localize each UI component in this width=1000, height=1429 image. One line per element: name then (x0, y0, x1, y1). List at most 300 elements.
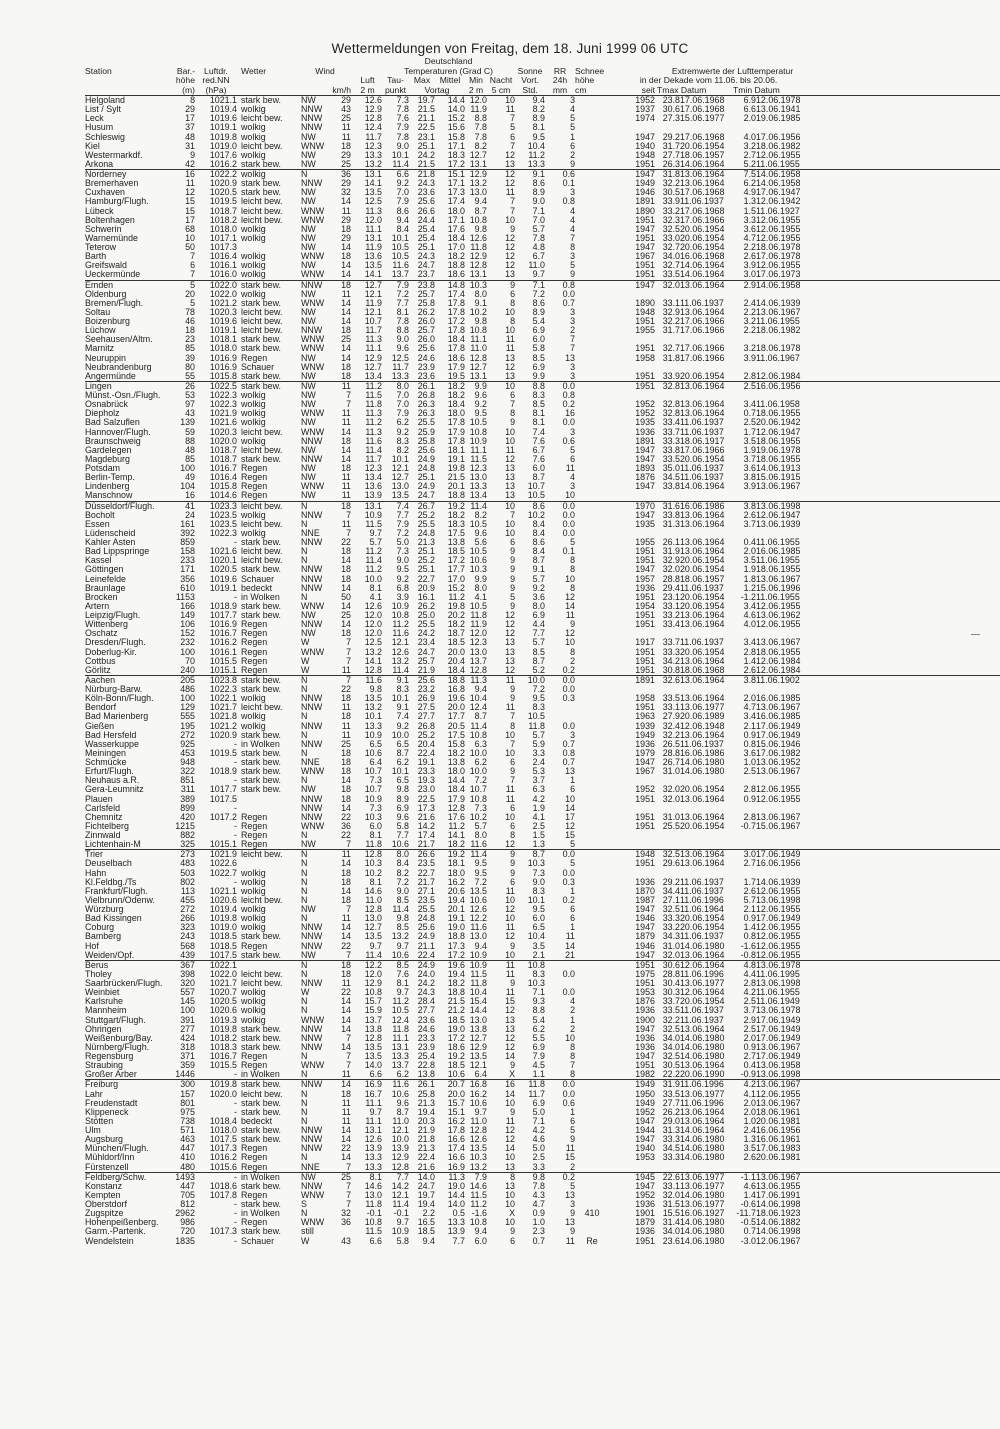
cell-rr-24h: 1 (570, 776, 575, 786)
cell-wetter: wolkig (241, 886, 266, 896)
cell-luftdruck: 1022.7 (209, 868, 237, 878)
cell-bar-hoehe: 453 (180, 748, 195, 758)
cell-sonne: 6.9 (532, 362, 545, 372)
cell-schnee (575, 1080, 609, 1090)
cell-rr-24h: 3 (570, 427, 575, 437)
cell-temp-mittel: 18.5 (447, 638, 465, 648)
cell-temp-mittel: 16.6 (447, 1135, 465, 1145)
cell-taupunkt: 8.2 (396, 445, 409, 455)
cell-tmax-datum: 13.06.1964 (680, 280, 733, 290)
cell-rr-24h: 13 (565, 767, 575, 777)
cell-luftdruck: 1022.0 (195, 280, 237, 290)
cell-taupunkt: 7.9 (396, 519, 409, 529)
cell-seit: 1951 (635, 556, 655, 566)
cell-temp-max: 16.1 (417, 592, 435, 602)
cell-temp-mittel: 17.8 (447, 326, 465, 336)
cell-tmax: 32.9 (662, 307, 680, 317)
cell-taupunkt: 13.7 (391, 270, 409, 280)
cell-wind-speed: 14 (341, 261, 351, 271)
cell-tmax: 32.0 (662, 950, 680, 960)
header-vortag: Vortag (409, 86, 465, 96)
cell-luftdruck: 1016.9 (209, 620, 237, 630)
cell-luftdruck: - (234, 821, 237, 831)
cell-tmax-datum: 13.06.1964 (680, 850, 733, 860)
cell-tmax-datum: 13.06.1964 (680, 510, 725, 520)
cell-wind-dir: NNW (297, 280, 325, 290)
cell-taupunkt: 13.3 (391, 1052, 409, 1061)
cell-rr-24h: 4 (570, 105, 575, 115)
cell-nacht-5cm: 9 (510, 979, 515, 988)
cell-temp-min: 11.8 (470, 243, 487, 252)
cell-rr-24h: 0.1 (562, 179, 575, 189)
cell-tmin: 3.4 (743, 601, 756, 611)
cell-schnee (575, 776, 609, 785)
cell-luft-2m: 12.6 (364, 1135, 382, 1145)
cell-wetter: Regen (241, 941, 268, 951)
cell-schnee (575, 473, 609, 482)
cell-tmax: 28.8 (662, 969, 680, 979)
cell-nacht-5cm: 10 (505, 748, 515, 758)
cell-spacer (808, 520, 1000, 529)
cell-wind-dir: NNW (301, 1181, 323, 1191)
cell-tmax-datum: 13.06.1964 (680, 1116, 725, 1126)
cell-temp-min: 11.8 (470, 979, 487, 988)
table-row (85, 170, 1000, 180)
cell-tmax: 33.5 (662, 454, 680, 464)
cell-tmin-datum: 11.06.1955 (756, 988, 800, 998)
margin-mark (971, 634, 980, 635)
cell-station: Fürstenzell (85, 1162, 129, 1172)
cell-wetter: Regen (241, 482, 268, 492)
cell-temp-max: 26.6 (417, 206, 435, 216)
cell-tmin-datum: 14.06.1998 (756, 1200, 801, 1209)
cell-tmax-datum (680, 629, 733, 638)
cell-temp-min: 12.2 (469, 914, 487, 924)
cell-wind-speed: 14 (341, 997, 351, 1007)
cell-tmin-datum: 13.06.1967 (756, 1080, 808, 1090)
cell-station: Regensburg (85, 1052, 134, 1061)
cell-schnee (575, 831, 609, 840)
cell-station: Großer Arber (85, 1070, 137, 1080)
cell-tmin-datum: 13.06.1958 (756, 1061, 801, 1071)
cell-temp-min: 9.1 (474, 298, 487, 308)
cell-nacht-5cm: 6 (510, 877, 515, 887)
cell-tmax-datum: 13.06.1964 (680, 611, 725, 620)
cell-nacht-5cm: 10 (505, 215, 515, 225)
cell-temp-max: 21.8 (417, 1135, 435, 1145)
cell-rr-24h: 0.0 (545, 675, 575, 685)
cell-spacer (808, 887, 1000, 896)
cell-tmin: 3.6 (743, 224, 756, 234)
cell-taupunkt: 7.3 (396, 547, 409, 557)
cell-taupunkt: 7.9 (396, 123, 409, 133)
table-row (85, 547, 1000, 556)
cell-temp-mittel: 18.4 (447, 233, 465, 243)
cell-tmax-datum: 17.06.1966 (680, 353, 725, 363)
cell-rr-24h: 2 (570, 1162, 575, 1172)
cell-schnee (575, 1006, 609, 1015)
cell-tmax-datum: 13.06.1964 (680, 620, 725, 630)
header-max: Max (413, 76, 431, 85)
cell-tmin: 0.4 (743, 1061, 756, 1071)
cell-bar-hoehe: 410 (180, 1153, 195, 1163)
cell-tmax-datum: 17.06.1968 (680, 105, 725, 115)
cell-luftdruck: 1018.3 (209, 1042, 237, 1052)
cell-sonne: 9.3 (532, 997, 545, 1007)
cell-luftdruck: 1018.7 (209, 445, 237, 455)
cell-bar-hoehe: 48 (185, 445, 195, 455)
cell-nacht-5cm: 13 (505, 482, 515, 492)
cell-schnee (575, 529, 609, 538)
cell-wetter: stark bew. (241, 1098, 281, 1108)
cell-temp-mittel: 20.7 (435, 1080, 465, 1090)
cell-tmin (733, 529, 756, 538)
cell-wind-dir: NNW (301, 721, 323, 731)
cell-luftdruck: - (234, 739, 237, 749)
cell-taupunkt: 8.7 (396, 748, 409, 758)
cell-wetter: stark bew. (241, 298, 281, 308)
cell-rr-24h (545, 979, 575, 988)
cell-taupunkt: 8.5 (382, 960, 409, 970)
cell-bar-hoehe: 9 (190, 150, 195, 160)
cell-temp-max: 24.3 (417, 179, 435, 189)
cell-luft-2m: 10.9 (364, 794, 382, 804)
cell-luft-2m: 12.6 (364, 601, 382, 611)
cell-temp-mittel: 17.7 (447, 712, 465, 722)
cell-temp-mittel: 19.1 (447, 914, 465, 924)
cell-luftdruck: 1018.0 (209, 224, 237, 234)
cell-wetter: wolkig (241, 868, 266, 878)
cell-taupunkt: 10.0 (391, 730, 409, 740)
cell-bar-hoehe: 1446 (175, 1070, 195, 1080)
cell-wetter: stark bew. (241, 159, 281, 169)
cell-station: Konstanz (85, 1181, 123, 1191)
cell-tmax: 29.2 (662, 877, 680, 887)
cell-luftdruck: 1019.6 (209, 114, 237, 124)
cell-nacht-5cm: 10 (487, 501, 515, 511)
cell-rr-24h: 6 (570, 141, 575, 151)
cell-luft-2m: 10.6 (364, 748, 382, 758)
cell-luftdruck: 1021.6 (209, 547, 237, 557)
cell-taupunkt: 7.6 (396, 969, 409, 979)
cell-bar-hoehe: 100 (180, 1006, 195, 1016)
cell-temp-mittel: 18.0 (447, 206, 465, 216)
cell-seit (609, 869, 657, 878)
cell-luftdruck: 1016.1 (209, 647, 237, 657)
table-row (85, 96, 1000, 105)
cell-tmin (733, 1163, 756, 1173)
header-5cm: 5 cm (487, 86, 515, 96)
cell-spacer (808, 1080, 1000, 1090)
cell-spacer (808, 859, 1000, 868)
cell-spacer (808, 252, 1000, 261)
cell-wetter: leicht bew. (241, 519, 283, 529)
cell-wetter: wolkig (241, 1015, 266, 1025)
cell-tmin: -0.7 (740, 821, 756, 831)
cell-station: Manschnow (85, 491, 133, 501)
cell-schnee (575, 813, 609, 822)
cell-tmin: 4.0 (743, 132, 756, 142)
cell-nacht-5cm: 6 (510, 758, 515, 767)
cell-luftdruck: - (234, 1107, 237, 1117)
cell-wind-speed: 18 (341, 362, 351, 372)
cell-tmin-datum: 12.06.1955 (756, 905, 801, 914)
cell-wind-speed: 7 (325, 675, 353, 685)
cell-wind-dir: NNW (301, 1042, 323, 1052)
cell-temp-max: 22.4 (417, 1153, 435, 1163)
cell-schnee (575, 391, 609, 400)
cell-tmin-datum: 18.06.1978 (756, 344, 801, 354)
cell-nacht-5cm: 11 (505, 969, 515, 979)
cell-taupunkt: 7.2 (396, 289, 409, 299)
cell-luft-2m: 11.3 (365, 427, 382, 437)
cell-station: München/Flugh. (85, 1144, 149, 1154)
cell-tmax-datum: 13.06.1977 (680, 1200, 725, 1209)
cell-station: Carlsfeld (85, 803, 121, 813)
cell-rr-24h: 11 (565, 932, 575, 942)
cell-temp-min: 10.5 (469, 519, 487, 529)
cell-nacht-5cm: 8 (510, 298, 515, 308)
cell-tmin-datum: 19.06.1978 (756, 445, 801, 455)
cell-seit: 1967 (635, 767, 655, 777)
cell-luftdruck: 1020.9 (209, 730, 237, 740)
cell-tmax-datum: 11.06.1964 (680, 905, 724, 914)
table-row (85, 840, 1000, 850)
cell-spacer (808, 988, 1000, 997)
cell-seit: 1951 (635, 261, 655, 271)
cell-luft-2m: 9.8 (369, 685, 382, 694)
cell-tmax: 33.5 (662, 1006, 680, 1016)
cell-schnee (575, 1108, 609, 1117)
cell-tmax-datum: 13.06.1964 (680, 381, 733, 391)
cell-luft-2m: 14.1 (364, 179, 382, 189)
cell-tmax-datum: 11.06.1937 (680, 877, 724, 887)
cell-sonne: 2.5 (532, 821, 545, 831)
cell-tmin: 1.4 (743, 656, 756, 666)
cell-wind-speed: 18 (341, 758, 351, 767)
cell-wetter: stark bew. (241, 1181, 281, 1191)
cell-sonne: 1.5 (532, 831, 545, 840)
cell-luft-2m: 11.2 (365, 418, 382, 428)
cell-temp-mittel: 19.8 (447, 464, 465, 473)
cell-seit (609, 776, 657, 785)
cell-station: Plauen (85, 794, 113, 804)
cell-tmax: 31.0 (662, 767, 680, 777)
cell-wind-speed: 18 (341, 767, 351, 777)
cell-temp-mittel: 17.1 (447, 179, 465, 189)
cell-rr-24h: 0.8 (545, 280, 575, 290)
cell-taupunkt: 7.8 (396, 105, 409, 115)
cell-nacht-5cm: 9 (510, 868, 515, 878)
cell-tmax-datum: 13.06.1964 (680, 675, 733, 685)
cell-wind-speed: 7 (346, 1162, 351, 1172)
cell-rr-24h: 9 (570, 1227, 575, 1237)
cell-spacer (808, 942, 1000, 951)
cell-temp-mittel: 18.2 (447, 391, 465, 400)
cell-wind-dir: N (301, 914, 308, 924)
cell-taupunkt: 10.1 (391, 694, 409, 704)
cell-tmax: 30.5 (662, 188, 680, 198)
cell-tmax-datum: 14.06.1980 (680, 1144, 725, 1154)
cell-rr-24h: 4 (570, 997, 575, 1007)
cell-wind-speed: 32 (341, 1209, 351, 1219)
cell-luft-2m: 13.5 (364, 694, 382, 704)
cell-luft-2m: 13.0 (364, 914, 382, 924)
cell-tmin-datum: 13.06.1967 (756, 1098, 801, 1108)
cell-temp-max: 24.3 (417, 988, 435, 998)
cell-rr-24h: 5 (570, 538, 575, 547)
cell-tmin-datum: 12.06.1984 (756, 371, 801, 381)
cell-temp-mittel: 18.6 (447, 353, 465, 363)
cell-sonne: 9.8 (515, 1172, 545, 1182)
cell-station: Göttingen (85, 565, 124, 575)
cell-taupunkt: 7.3 (396, 96, 409, 105)
cell-tmin-datum: 13.06.1998 (756, 895, 801, 905)
cell-tmax: 29.2 (662, 132, 680, 142)
cell-wind-dir: N (301, 712, 308, 722)
cell-tmin: 2.8 (743, 785, 756, 795)
cell-spacer (808, 123, 1000, 132)
cell-temp-mittel: 17.1 (447, 215, 465, 225)
cell-temp-min: 10.4 (469, 694, 487, 704)
table-row (85, 1191, 1000, 1200)
cell-seit (609, 529, 657, 538)
cell-tmin-datum: 17.06.1949 (756, 721, 801, 731)
cell-temp-min: 10.9 (469, 950, 487, 960)
cell-seit (609, 840, 657, 850)
cell-temp-mittel: 18.4 (447, 665, 465, 675)
cell-temp-min: 14.6 (469, 1181, 487, 1191)
cell-tmin-datum: 18.06.1955 (756, 409, 801, 419)
cell-tmin: 2.4 (743, 298, 756, 308)
cell-rr-24h: 3 (570, 252, 575, 262)
table-row (85, 538, 1000, 547)
cell-station: Osnabrück (85, 400, 128, 410)
cell-tmin: 4.6 (743, 1181, 756, 1191)
cell-wind-dir: N (301, 1089, 308, 1099)
cell-wind-speed: 14 (325, 1080, 353, 1090)
cell-spacer (808, 611, 1000, 620)
cell-sonne: 8.7 (532, 473, 545, 483)
table-row (85, 657, 1000, 666)
cell-luft-2m: 11.2 (365, 547, 382, 557)
cell-tmin: 1.0 (743, 758, 756, 767)
cell-sonne: 8.8 (532, 1006, 545, 1016)
cell-nacht-5cm: 12 (505, 1135, 515, 1145)
cell-bar-hoehe: 568 (180, 941, 195, 951)
cell-luftdruck: 1017.5 (209, 950, 237, 960)
cell-temp-max: 21.1 (417, 114, 435, 124)
cell-wind-speed: 25 (341, 114, 351, 124)
cell-taupunkt: 9.8 (396, 914, 409, 924)
cell-tmax: 33.7 (662, 638, 680, 648)
cell-wind-dir: N (301, 547, 308, 557)
cell-seit: 1952 (635, 1107, 655, 1117)
cell-nacht-5cm: 12 (505, 150, 515, 160)
cell-seit: 1987 (635, 895, 655, 905)
cell-temp-mittel: 19.2 (447, 1052, 465, 1061)
cell-sonne: 9.0 (532, 197, 545, 207)
cell-temp-max: 21.8 (409, 170, 435, 180)
cell-temp-min: 13.1 (469, 270, 487, 280)
cell-temp-min: 7.8 (474, 123, 487, 133)
cell-luft-2m: 8.1 (369, 831, 382, 840)
cell-wind-speed: 14 (341, 583, 351, 593)
cell-wetter: wolkig (237, 170, 297, 180)
cell-taupunkt: 8.4 (396, 224, 409, 234)
cell-station: Westermarkdf. (85, 150, 143, 160)
cell-taupunkt: 8.5 (396, 923, 409, 933)
cell-bar-hoehe: 812 (180, 1200, 195, 1209)
cell-wind-speed: 18 (341, 895, 351, 905)
cell-wind-dir: NNW (301, 979, 323, 988)
cell-seit: 1982 (635, 1070, 655, 1080)
cell-bar-hoehe: 100 (180, 694, 195, 704)
cell-bar-hoehe: 18 (185, 326, 195, 336)
cell-wind-dir: W (301, 638, 310, 648)
cell-bar-hoehe: 1493 (167, 1172, 195, 1182)
cell-luft-2m: 13.1 (353, 170, 382, 180)
cell-temp-min: 6.0 (474, 1236, 487, 1246)
cell-spacer (808, 840, 1000, 850)
cell-sonne: 6.9 (532, 326, 545, 336)
cell-rr-24h: 7 (570, 1061, 575, 1071)
cell-tmax (657, 685, 680, 694)
cell-taupunkt: 8.1 (396, 979, 409, 988)
cell-temp-min: 11.3 (465, 675, 487, 685)
cell-tmin-datum: 18.06.1923 (756, 1209, 801, 1219)
cell-temp-min: 9.7 (474, 1107, 487, 1117)
cell-tmin: 4.2 (743, 988, 756, 998)
cell-luftdruck: 1019.0 (209, 141, 237, 151)
cell-bar-hoehe: 80 (185, 362, 195, 372)
cell-temp-max: 25.1 (417, 547, 435, 557)
cell-luftdruck: 1018.9 (209, 767, 237, 777)
table-row (85, 1099, 1000, 1108)
cell-temp-min: 14.4 (469, 1006, 487, 1016)
cell-tmax-datum: 14.06.1980 (680, 767, 725, 777)
table-row (85, 1153, 1000, 1162)
cell-station: Bremen/Flugh. (85, 298, 144, 308)
cell-wind-dir: W (301, 1236, 310, 1246)
cell-tmin (733, 776, 756, 785)
cell-tmax-datum: 11.06.1937 (680, 638, 724, 648)
cell-wind-dir: NW (301, 371, 316, 381)
cell-temp-min: 9.4 (474, 941, 487, 951)
cell-temp-min: 12.8 (469, 353, 487, 363)
cell-temp-min: 8.2 (474, 510, 487, 520)
cell-wetter: wolkig (241, 289, 266, 299)
cell-tmax: 31.3 (662, 519, 680, 529)
cell-temp-min: 5.6 (474, 538, 487, 547)
cell-temp-mittel: 18.7 (447, 629, 465, 639)
cell-luftdruck: 1016.7 (209, 1052, 237, 1061)
cell-station: Bendorf (85, 703, 117, 713)
cell-tmin-datum: 11.06.1955 (756, 556, 800, 566)
cell-seit: 1949 (635, 730, 655, 740)
cell-temp-max: 23.3 (417, 767, 435, 777)
table-row (85, 878, 1000, 887)
cell-luft-2m: 6.4 (369, 758, 382, 767)
cell-temp-min: 10.8 (469, 326, 487, 336)
cell-wind-speed: 29 (341, 179, 351, 189)
cell-wetter: wolkig (241, 721, 266, 731)
cell-spacer (808, 703, 1000, 712)
cell-temp-mittel: 16.8 (447, 685, 465, 694)
cell-wetter: stark bew. (241, 748, 281, 758)
cell-wetter: in Wolken (237, 1172, 297, 1182)
cell-sonne: 6.2 (532, 1024, 545, 1034)
